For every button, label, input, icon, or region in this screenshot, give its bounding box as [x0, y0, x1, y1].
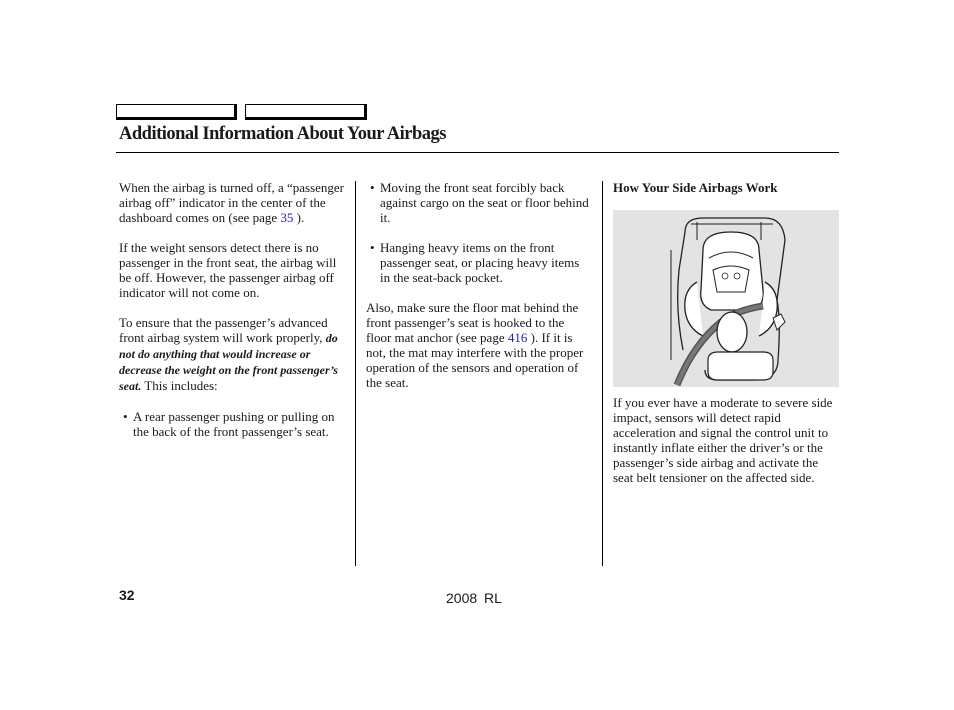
section-heading: How Your Side Airbags Work	[613, 180, 778, 195]
column-divider	[355, 181, 356, 566]
list-item: • A rear passenger pushing or pulling on the back of the front passenger’s seat.	[123, 409, 335, 439]
bullet-icon: •	[123, 409, 128, 424]
warning-emphasis: do not do anything that would increase or decrease the weight on the front passenger’s seat.	[119, 331, 338, 393]
seat-occupant-icon	[613, 210, 839, 387]
column-divider	[602, 181, 603, 566]
footer-model: 2008 RL	[446, 590, 502, 606]
bullet-icon: •	[370, 240, 375, 255]
paragraph-weight-sensors: If the weight sensors detect there is no passenger in the front seat, the airbag will be off. However, the passenger airbag off indicator will not come on.	[119, 240, 337, 300]
title-rule	[116, 152, 839, 153]
page-number: 32	[119, 587, 135, 603]
nav-tab-2[interactable]	[245, 104, 367, 120]
paragraph-ensure: To ensure that the passenger’s advanced front airbag system will work properly, do not do anything that would increase or decrease the weight on the front passenger’s seat. This includes:	[119, 315, 338, 393]
paragraph-floor-mat: Also, make sure the floor mat behind the front passenger’s seat is hooked to the floor mat anchor (see page 416 ). If it is not, the mat may interfere with the proper operation of the sensors and operation of the seat.	[366, 300, 584, 390]
list-item: • Hanging heavy items on the front passenger seat, or placing heavy items in the seat-back pocket.	[370, 240, 580, 285]
column-3	[613, 180, 841, 500]
page-title: Additional Information About Your Airbags	[119, 124, 446, 144]
page-link-416[interactable]: 416	[507, 330, 528, 345]
paragraph-side-impact: If you ever have a moderate to severe side impact, sensors will detect rapid acceleration and signal the control unit to instantly inflate either the driver’s or the passenger’s side airbag and activate the seat belt tensioner on the affected side.	[613, 395, 833, 485]
page-link-35[interactable]: 35	[280, 210, 294, 225]
column-2	[366, 180, 592, 405]
paragraph-indicator: When the airbag is turned off, a “passenger airbag off” indicator in the center of the dashboard comes on (see page 35 ).	[119, 180, 345, 225]
list-item: • Moving the front seat forcibly back against cargo on the seat or floor behind it.	[370, 180, 589, 225]
nav-tab-1[interactable]	[116, 104, 237, 120]
column-1	[119, 180, 345, 454]
bullet-icon: •	[370, 180, 375, 195]
side-airbag-illustration	[613, 210, 839, 387]
